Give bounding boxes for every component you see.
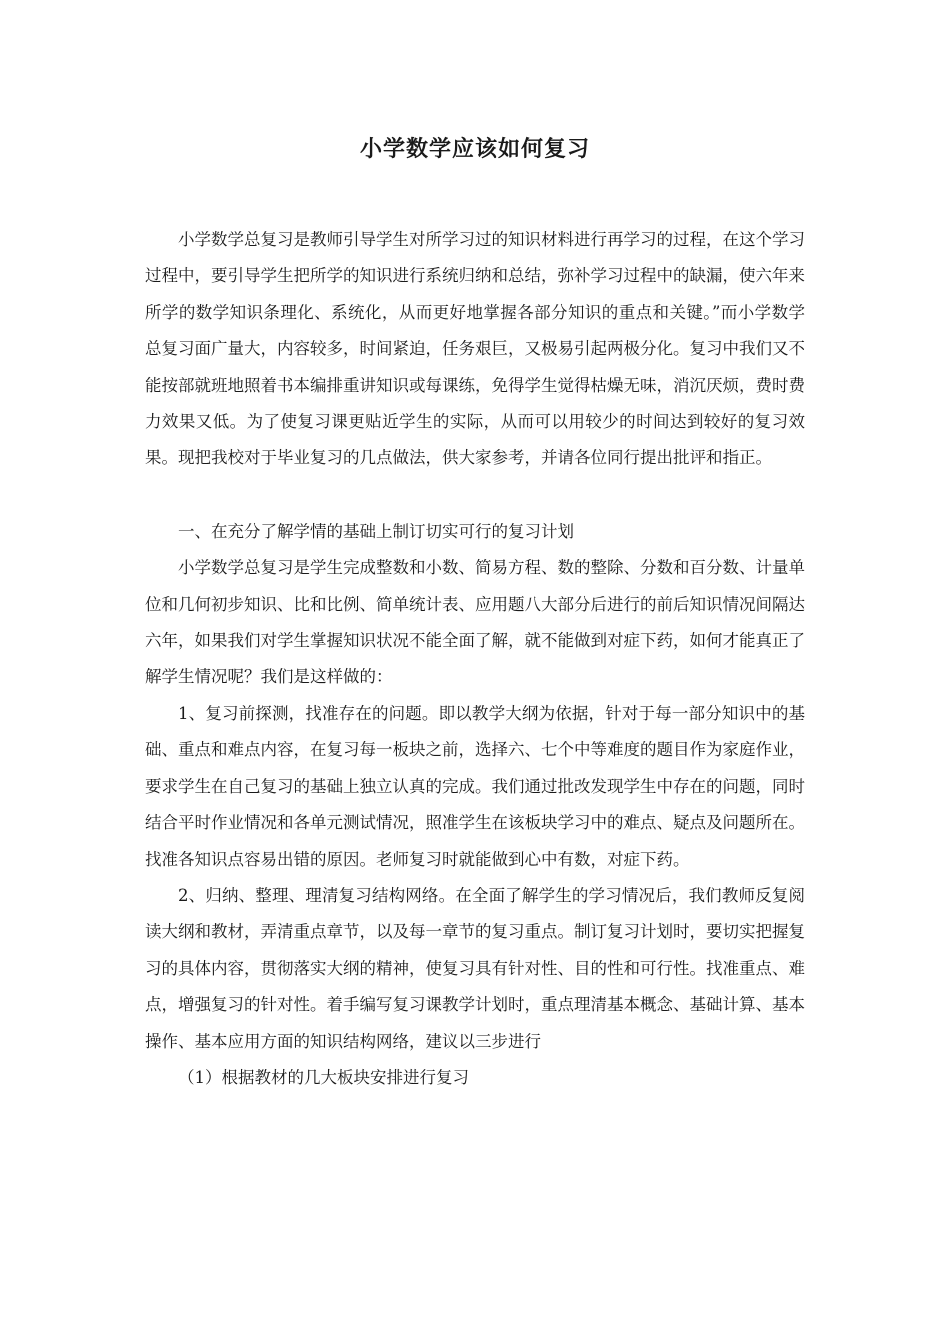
subpoint-1: （1）根据教材的几大板块安排进行复习 (178, 1067, 469, 1087)
section-paragraph: 小学数学总复习是学生完成整数和小数、简易方程、数的整除、分数和百分数、计量单位和几何初步知识、比和比例、简单统计表、应用题八大部分后进行的前后知识情况间隔达六年，如果我们对学生掌握知识状况不能全面了解，就不能做到对症下药，如何才能真正了解学生情况呢？我们是这样做的： (145, 558, 805, 687)
point-2-paragraph: 2、归纳、整理、理清复习结构网络。在全面了解学生的学习情况后，我们教师反复阅读大纲和教材，弄清重点章节，以及每一章节的复习重点。制订复习计划时，要切实把握复习的具体内容，贯彻落实大纲的精神，使复习具有针对性、目的性和可行性。找准重点、难点，增强复习的针对性。着手编写复习课教学计划时，重点理清基本概念、基础计算、基本操作、基本应用方面的知识结构网络，建议以三步进行 (145, 885, 805, 1051)
document-body (145, 222, 805, 1096)
intro-paragraph: 小学数学总复习是教师引导学生对所学习过的知识材料进行再学习的过程，在这个学习过程中，要引导学生把所学的知识进行系统归纳和总结，弥补学习过程中的缺漏，使六年来所学的数学知识条理化、系统化，从而更好地掌握各部分知识的重点和关键。”而小学数学总复习面广量大，内容较多，时间紧迫，任务艰巨，又极易引起两极分化。复习中我们又不能按部就班地照着书本编排重讲知识或每课练，免得学生觉得枯燥无味，消沉厌烦，费时费力效果又低。为了使复习课更贴近学生的实际，从而可以用较少的时间达到较好的复习效果。现把我校对于毕业复习的几点做法，供大家参考，并请各位同行提出批评和指正。 (145, 230, 805, 468)
document-title: 小学数学应该如何复习 (359, 136, 590, 162)
section-heading: 一、在充分了解学情的基础上制订切实可行的复习计划 (178, 521, 574, 541)
paragraph-gap (145, 477, 805, 514)
point-1-paragraph: 1、复习前探测，找准存在的问题。即以教学大纲为依据，针对于每一部分知识中的基础、重点和难点内容，在复习每一板块之前，选择六、七个中等难度的题目作为家庭作业，要求学生在自己复习的基础上独立认真的完成。我们通过批改发现学生中存在的问题，同时结合平时作业情况和各单元测试情况，照准学生在该板块学习中的难点、疑点及问题所在。找准各知识点容易出错的原因。老师复习时就能做到心中有数，对症下药。 (145, 703, 805, 869)
